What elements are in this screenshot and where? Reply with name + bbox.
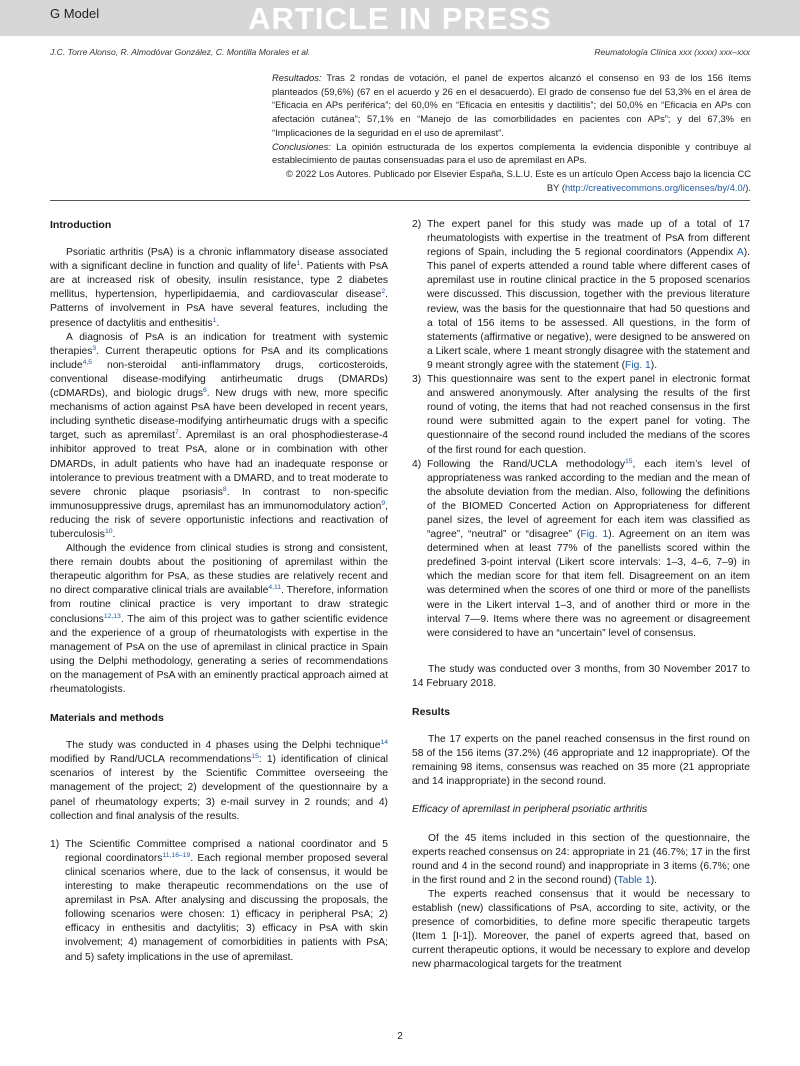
list-item: 4) Following the Rand/UCLA methodology$^{15}$, each item’s level of appropriateness was ranked according to the median and the mean of the absolute deviation from the median. Also, following the definitions of the BIOMED Concerted Action on Appropriateness for different panel sizes, the level of agreement for each item was classified as “agree”, “neutral” or “disagree” (Fig. 1). Agreement on an item was determined when at least 77% of the panellists scored within the predefined 3-point interval (Likert score intervals: 1–3, 4–6, 7–9) in which the median score for that item fell. Disagreement on an item was determined when the scores of one third or more of the panellists were in the Likert interval 1–3, and of another third or more in the interval 7—9. Items where there was no agreement or disagreement were considered to have an “uncertain” level of consensus. bbox=[412, 457, 750, 639]
copyright-text: © 2022 Los Autores. Publicado por Elsevier España, S.L.U. Este es un artículo Open Access bajo la licencia CC BY ( bbox=[286, 167, 751, 193]
citation-ref[interactable]: 15 bbox=[251, 753, 259, 761]
citation-ref[interactable]: 1 bbox=[212, 316, 217, 324]
conclusions-text: La opinión estructurada de los expertos complementa la evidencia disponible y contribuye al establecimiento de pautas consensuadas para el uso de apremilast en APs. bbox=[272, 140, 751, 166]
citation-ref[interactable]: 10 bbox=[104, 527, 113, 535]
citation-ref[interactable]: 14 bbox=[380, 739, 388, 747]
citation-ref[interactable]: 4,11 bbox=[268, 584, 282, 592]
table-1-link[interactable]: Table 1 bbox=[617, 874, 651, 886]
citation-ref[interactable]: 11,16–19 bbox=[162, 851, 191, 859]
figure-1-link[interactable]: Fig. 1 bbox=[580, 529, 609, 541]
citation-ref[interactable]: 1 bbox=[296, 260, 301, 268]
article-in-press-banner bbox=[0, 0, 800, 36]
introduction-heading: Introduction bbox=[50, 219, 112, 231]
running-header-journal: Reumatología Clínica xxx (xxxx) xxx–xxx bbox=[594, 47, 750, 57]
methods-final-paragraph: The study was conducted over 3 months, from 30 November 2017 to 14 February 2018. bbox=[412, 663, 750, 689]
results-label: Resultados: bbox=[272, 72, 322, 83]
license-link[interactable]: http://creativecommons.org/licenses/by/4.0/ bbox=[564, 181, 746, 193]
g-model-label: G Model bbox=[50, 6, 100, 21]
intro-paragraph-2: A diagnosis of PsA is an indication for treatment with systemic therapies$^3$. Current therapeutic options for PsA and its complications include$^{4,5}$ non-steroidal anti-inflammatory drugs, corticosteroids, conventional disease-modifying antirheumatic drugs (DMARDs) (cDMARDs), and biologic drugs$^6$. New drugs with new, more specific mechanisms of action against PsA have been developed in recent years, including synthetic disease-modifying antirheumatic drugs with a specific target, such as apremilast$^7$. Apremilast is an oral phosphodiesterase-4 inhibitor approved to treat PsA, alone or in combination with other DMARDs, in adult patients who have had an inadequate response or intolerance to previous treatment with a DMARD, and to treat moderate to severe chronic plaque psoriasis$^8$. In contrast to non-specific immunosuppressive drugs, apremilast has an immunomodulatory action$^9$, reducing the risk of severe opportunistic infections and reactivation of tuberculosis$^{10}$. bbox=[50, 331, 388, 540]
list-item: 1) The Scientific Committee comprised a national coordinator and 5 regional coordinators$^{11,16-19}$. Each regional member proposed several clinical scenarios where, due to the lack of consensus, it would be interesting to make therapeutic recommendations on the use of apremilast in PsA. After analysing and discussing the proposals, the following scenarios were chosen: 1) efficacy in peripheral PsA; 2) efficacy in enthesitis and dactylitis; 3) efficacy in PsA with skin involvement; 4) management of comorbidities in patients with PsA; and 5) safety implications in the use of apremilast. bbox=[50, 838, 388, 963]
intro-paragraph-1: Psoriatic arthritis (PsA) is a chronic inflammatory disease associated with a significant decline in function and quality of life$^1$. Patients with PsA are at increased risk of obesity, insulin resistance, type 2 diabetes mellitus, hypertension, hyperlipidaemia, and cardiovascular disease$^2$. Patterns of involvement in PsA have several features, including the presence of dactylitis and enthesitis$^1$. bbox=[50, 247, 388, 329]
abstract-block bbox=[272, 71, 751, 194]
appendix-link[interactable]: A bbox=[736, 247, 744, 259]
citation-ref[interactable]: 12,13 bbox=[103, 612, 121, 620]
results-paragraph-2: Of the 45 items included in this section of the questionnaire, the experts reached consensus on 24: appropriate in 21 (46.7%; 17 in the first round and 4 in the second round) and inappropriate in 3 items (6.7%; one in the first round and 2 in the second round) (Table 1). bbox=[412, 832, 750, 886]
abstract-divider bbox=[50, 200, 750, 201]
methods-phase-list-cont bbox=[412, 218, 750, 641]
intro-paragraph-3: Although the evidence from clinical studies is strong and consistent, there remain doubts about the positioning of apremilast within the therapeutic algorithm for PsA, as these studies are relatively recent and no direct comparative clinical trials are available$^{4,11}$. Therefore, information from routine clinical practice is very important to draw strategic conclusions$^{12,13}$. The aim of this project was to gather scientific evidence and the experience of a group of rheumatologists with expertise in the management of PsA on the use of apremilast in clinical practice in Spain using the Delphi methodology, generating a series of recommendations on the management of PsA with an eminently practical approach aimed at rheumatologists. bbox=[50, 543, 388, 695]
results-paragraph-3: The experts reached consensus that it would be necessary to establish (new) classifications of PsA, according to site, activity, or the presence of comorbidities, to define more specific therapeutic targets (Item 1 [I-1]). Moreover, the panel of experts agreed that, based on current therapeutic options, it would be necessary to explore and develop new pharmacological targets for the treatment bbox=[412, 888, 750, 971]
running-header bbox=[50, 47, 750, 61]
figure-1-link[interactable]: Fig. 1 bbox=[625, 359, 651, 371]
citation-ref[interactable]: 8 bbox=[222, 485, 227, 493]
citation-ref[interactable]: 2 bbox=[381, 288, 386, 296]
abstract-results bbox=[272, 71, 751, 140]
abstract-conclusions bbox=[272, 140, 751, 167]
citation-ref[interactable]: 4,5 bbox=[82, 358, 93, 366]
citation-ref[interactable]: 6 bbox=[202, 387, 207, 395]
citation-ref[interactable]: 15 bbox=[624, 457, 633, 465]
methods-heading: Materials and methods bbox=[50, 712, 164, 725]
conclusions-label: Conclusiones: bbox=[272, 140, 331, 152]
copyright-end: ). bbox=[745, 181, 751, 193]
results-heading: Results bbox=[412, 706, 450, 718]
citation-ref[interactable]: 7 bbox=[174, 429, 179, 437]
results-text: Tras 2 rondas de votación, el panel de expertos alcanzó el consenso en 93 de los 156 ítems planteados (59,6%) (67 en el acuerdo y 26 en el desacuerdo). El grado de consenso fue del 53,3% en el área de “Eficacia en APs periférica”; del 60,0% en “Eficacia en entesitis y dactilitis”; del 50,0% en “Eficacia en APs con afectación cutánea”; 57,1% en “Manejo de las comorbilidades en pacientes con APs”; y del 67,3% en “Implicaciones de la seguridad en el uso de apremilast”. bbox=[272, 72, 751, 138]
citation-ref[interactable]: 9 bbox=[381, 499, 386, 507]
methods-phase-list bbox=[50, 838, 388, 965]
citation-ref[interactable]: 3 bbox=[92, 344, 97, 352]
methods-paragraph-1: The study was conducted in 4 phases using the Delphi technique$^{14}$ modified by Rand/UCLA recommendations$^{15}$: 1) identification of clinical scenarios of interest by the Scientific Committee overseeing the management of the project; 2) development of the questionnaire by a panel of rheumatology experts; 3) e-mail survey in 2 rounds; and 4) collection and final analysis of the results. bbox=[50, 739, 388, 822]
banner-text: ARTICLE IN PRESS bbox=[248, 1, 552, 36]
right-column bbox=[412, 218, 750, 973]
list-item: 3) This questionnaire was sent to the expert panel in electronic format and answered anonymously. After analysing the results of the first round of voting, the items that had not reached consensus in the first round were submitted again to the expert panel for voting. The questionnaire of the second round included the medians of the scores of the first round for each question. bbox=[412, 374, 750, 456]
left-column bbox=[50, 218, 388, 965]
page-number: 2 bbox=[397, 1031, 403, 1042]
results-paragraph-1: The 17 experts on the panel reached consensus in the first round on 58 of the 156 items (37.2%) (46 appropriate and 12 inappropriate). Of the remaining 98 items, consensus was reached on 35 more (21 appropriate and 14 inappropriate) in the second round. bbox=[412, 734, 750, 788]
list-item: 2) The expert panel for this study was made up of a total of 17 rheumatologists with expertise in the treatment of PsA from different regions of Spain, including the 5 regional coordinators (Appendix A). This panel of experts attended a round table where different cases of apremilast use in routine clinical practice in the 5 proposed scenarios were discussed. This discussion, together with the previous literature review, was the basis for the questionnaire that had 50 questions and a total of 156 items to be assessed. All questions, in the form of statements (affirmative or negative), were designed to be answered on a Likert scale, where 1 meant strongly disagree with the statement and 9 meant strongly agree with the statement (Fig. 1). bbox=[412, 219, 750, 371]
abstract-copyright bbox=[272, 167, 751, 194]
running-header-authors: J.C. Torre Alonso, R. Almodóvar González, C. Montilla Morales et al. bbox=[50, 47, 311, 57]
results-subheading: Efficacy of apremilast in peripheral psoriatic arthritis bbox=[412, 804, 648, 816]
